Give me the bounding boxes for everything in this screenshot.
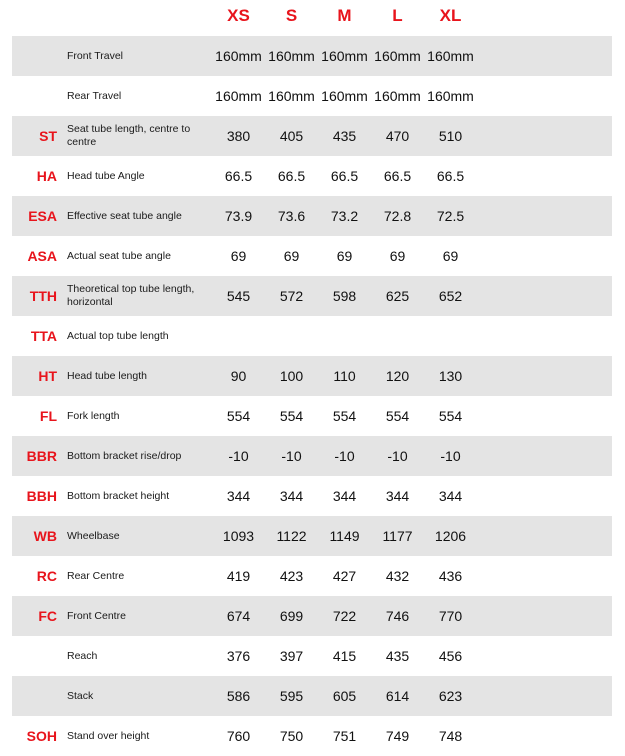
cell-xs: 376 — [226, 648, 251, 664]
cell-xs: 760 — [226, 728, 251, 744]
table-row — [12, 156, 612, 196]
cell-xs: 90 — [230, 368, 247, 384]
cell-s: 66.5 — [277, 168, 306, 184]
row-abbreviation: ST — [39, 128, 57, 144]
cell-m: -10 — [334, 448, 355, 464]
cell-xs: 545 — [226, 288, 251, 304]
cell-m: 66.5 — [330, 168, 359, 184]
table-row — [12, 76, 612, 116]
cell-m: 1149 — [329, 528, 360, 544]
size-header-xs: XS — [227, 6, 250, 25]
cell-s — [265, 316, 318, 356]
cell-xl: 510 — [438, 128, 463, 144]
cell-s: 572 — [279, 288, 304, 304]
table-row — [12, 476, 612, 516]
row-abbreviation — [12, 76, 57, 116]
cell-xl: 130 — [438, 368, 463, 384]
cell-m: 427 — [332, 568, 357, 584]
cell-l: 614 — [385, 688, 410, 704]
cell-l: 344 — [385, 488, 410, 504]
cell-s: 160mm — [268, 88, 315, 104]
table-row — [12, 716, 612, 756]
table-row — [12, 116, 612, 156]
row-label: Seat tube length, centre to centre — [67, 123, 191, 148]
row-abbreviation: FC — [38, 608, 57, 624]
cell-l: 66.5 — [383, 168, 412, 184]
cell-s: -10 — [281, 448, 302, 464]
table-row — [12, 276, 612, 316]
table-row — [12, 636, 612, 676]
table-row — [12, 196, 612, 236]
cell-l: -10 — [387, 448, 408, 464]
cell-s: 397 — [279, 648, 304, 664]
table-row — [12, 316, 612, 356]
cell-xs: 69 — [230, 248, 247, 264]
cell-s: 1122 — [276, 528, 307, 544]
cell-xl: 160mm — [427, 88, 474, 104]
row-label: Bottom bracket height — [67, 489, 170, 502]
cell-m: 751 — [332, 728, 357, 744]
row-label: Front Travel — [67, 49, 124, 62]
cell-l: 435 — [385, 648, 410, 664]
table-row — [12, 596, 612, 636]
cell-xl — [424, 316, 477, 356]
row-abbreviation: FL — [39, 408, 57, 424]
cell-s: 595 — [279, 688, 304, 704]
row-label: Front Centre — [67, 609, 126, 622]
cell-xl: 160mm — [427, 48, 474, 64]
cell-m: 160mm — [321, 88, 368, 104]
row-label: Stand over height — [67, 729, 150, 742]
cell-xs: 73.9 — [224, 208, 253, 224]
cell-xs: 1093 — [222, 528, 255, 544]
cell-s: 750 — [279, 728, 304, 744]
row-abbreviation: SOH — [26, 728, 57, 744]
cell-m: 73.2 — [330, 208, 359, 224]
cell-s: 423 — [279, 568, 304, 584]
table-row — [12, 556, 612, 596]
size-header — [0, 0, 625, 36]
cell-xs: 160mm — [215, 48, 262, 64]
row-abbreviation — [12, 36, 57, 76]
cell-l: 746 — [385, 608, 410, 624]
cell-m: 598 — [332, 288, 357, 304]
cell-xs: 419 — [226, 568, 251, 584]
row-abbreviation: HA — [36, 168, 57, 184]
row-label: Wheelbase — [67, 529, 120, 542]
table-row — [12, 516, 612, 556]
cell-xl: 344 — [438, 488, 463, 504]
row-abbreviation: BBR — [26, 448, 57, 464]
cell-xl: -10 — [440, 448, 461, 464]
cell-m — [318, 316, 371, 356]
row-label: Actual top tube length — [67, 329, 169, 342]
cell-xl: 652 — [438, 288, 463, 304]
cell-xs: 380 — [226, 128, 251, 144]
table-row — [12, 236, 612, 276]
cell-xs: 554 — [226, 408, 251, 424]
row-label: Rear Travel — [67, 89, 122, 102]
cell-s: 554 — [279, 408, 304, 424]
cell-xs: 344 — [226, 488, 251, 504]
table-row — [12, 676, 612, 716]
row-abbreviation: ASA — [27, 248, 57, 264]
row-abbreviation — [12, 636, 57, 676]
row-label: Fork length — [67, 409, 120, 422]
cell-m: 554 — [332, 408, 357, 424]
row-abbreviation: ESA — [28, 208, 57, 224]
cell-m: 110 — [333, 368, 356, 384]
cell-xs: 160mm — [215, 88, 262, 104]
cell-xs — [212, 316, 265, 356]
cell-s: 160mm — [268, 48, 315, 64]
row-abbreviation: TTH — [29, 288, 57, 304]
row-abbreviation: RC — [36, 568, 57, 584]
cell-s: 699 — [279, 608, 304, 624]
row-label: Head tube Angle — [67, 169, 145, 182]
row-abbreviation: BBH — [26, 488, 57, 504]
size-header-s: S — [285, 6, 298, 25]
cell-l: 120 — [385, 368, 410, 384]
row-abbreviation: WB — [33, 528, 57, 544]
size-header-xl: XL — [439, 6, 462, 25]
cell-xs: 66.5 — [224, 168, 253, 184]
cell-l: 554 — [385, 408, 410, 424]
cell-m: 69 — [336, 248, 353, 264]
cell-s: 405 — [279, 128, 304, 144]
row-label: Effective seat tube angle — [67, 209, 182, 222]
row-abbreviation: HT — [38, 368, 57, 384]
cell-l: 72.8 — [383, 208, 412, 224]
cell-l: 160mm — [374, 88, 421, 104]
cell-l: 69 — [389, 248, 406, 264]
cell-m: 344 — [332, 488, 357, 504]
row-abbreviation: TTA — [30, 328, 57, 344]
cell-xl: 69 — [442, 248, 459, 264]
cell-s: 73.6 — [277, 208, 306, 224]
cell-xl: 66.5 — [436, 168, 465, 184]
row-abbreviation — [12, 676, 57, 716]
cell-s: 69 — [283, 248, 300, 264]
cell-xs: -10 — [228, 448, 249, 464]
row-label: Stack — [67, 689, 94, 702]
cell-xs: 674 — [226, 608, 251, 624]
cell-m: 415 — [332, 648, 357, 664]
geometry-table — [12, 36, 612, 756]
cell-xl: 1206 — [434, 528, 467, 544]
cell-s: 344 — [279, 488, 304, 504]
cell-l: 625 — [385, 288, 410, 304]
size-header-m: M — [337, 6, 352, 25]
cell-xl: 456 — [438, 648, 463, 664]
table-row — [12, 356, 612, 396]
cell-l — [371, 316, 424, 356]
row-label: Head tube length — [67, 369, 147, 382]
cell-xl: 72.5 — [436, 208, 465, 224]
cell-m: 722 — [332, 608, 357, 624]
table-row — [12, 36, 612, 76]
cell-l: 749 — [385, 728, 410, 744]
cell-m: 605 — [332, 688, 357, 704]
cell-xs: 586 — [226, 688, 251, 704]
cell-l: 1177 — [382, 528, 413, 544]
cell-xl: 770 — [438, 608, 463, 624]
row-label: Reach — [67, 649, 98, 662]
cell-m: 435 — [332, 128, 357, 144]
cell-xl: 748 — [438, 728, 463, 744]
table-row — [12, 436, 612, 476]
cell-l: 432 — [385, 568, 410, 584]
table-row — [12, 396, 612, 436]
row-label: Theoretical top tube length, horizontal — [67, 283, 195, 308]
row-label: Actual seat tube angle — [67, 249, 171, 262]
cell-xl: 623 — [438, 688, 463, 704]
cell-xl: 436 — [438, 568, 463, 584]
cell-l: 160mm — [374, 48, 421, 64]
cell-s: 100 — [279, 368, 304, 384]
cell-m: 160mm — [321, 48, 368, 64]
size-header-l: L — [392, 6, 403, 25]
cell-xl: 554 — [438, 408, 463, 424]
cell-l: 470 — [385, 128, 410, 144]
row-label: Bottom bracket rise/drop — [67, 449, 182, 462]
row-label: Rear Centre — [67, 569, 125, 582]
